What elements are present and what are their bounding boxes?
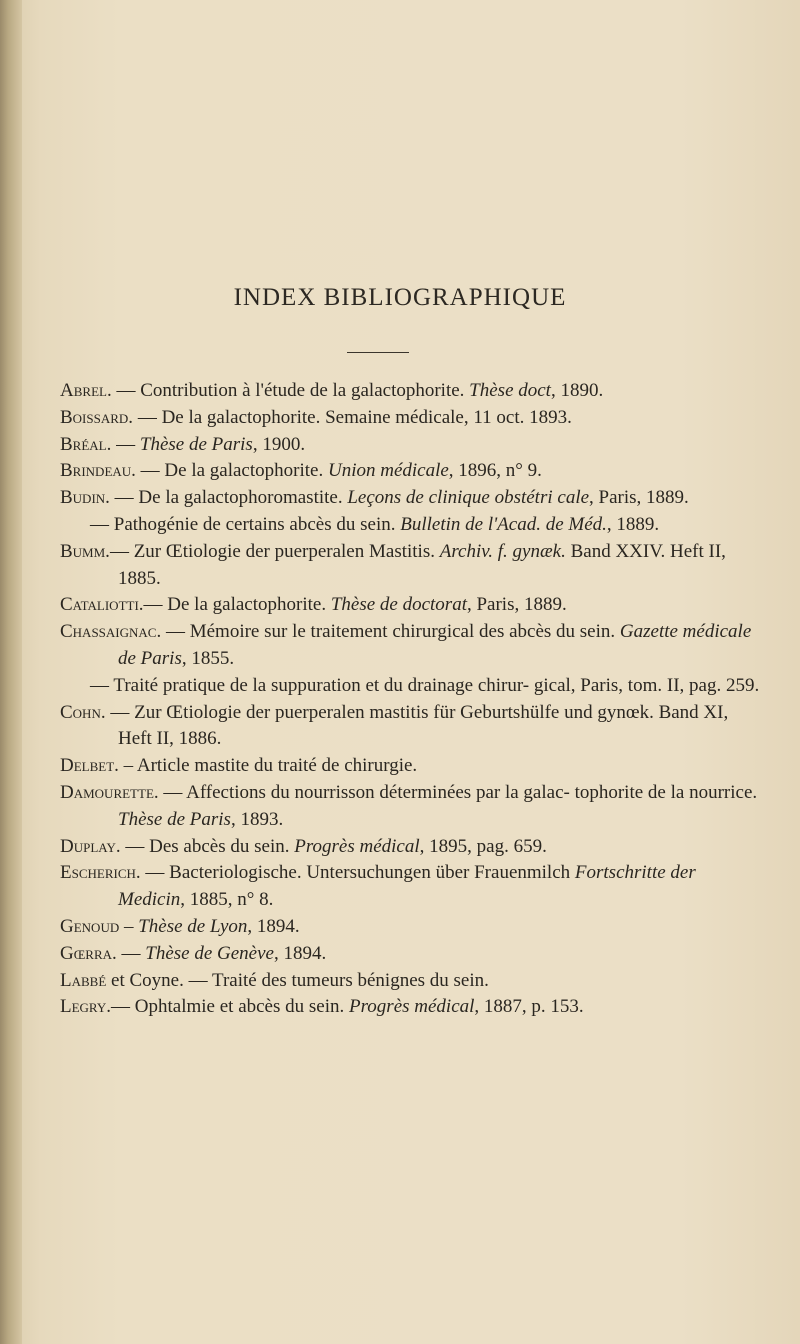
entry-author: Bréal.: [60, 433, 112, 455]
entry-text: — De la galactophorite. Semaine médicale, 11 oct. 1893.: [133, 406, 572, 428]
bibliography-entry: [60, 458, 760, 485]
bibliography-entry: [60, 405, 760, 432]
entry-source: Fortschritte der Medicin: [118, 862, 696, 911]
entry-text: — Traité pratique de la suppuration et du drainage chirur- gical, Paris, tom. II, pag. 259.: [90, 674, 760, 696]
bibliography-entry: [60, 432, 760, 459]
entry-text: —: [111, 433, 140, 455]
entry-rest: , 1890.: [550, 380, 604, 401]
bibliography-entry: [60, 539, 760, 593]
entry-rest: , 1900.: [252, 433, 306, 455]
entry-author: Boissard.: [60, 406, 134, 428]
entry-source: Progrès médical: [294, 835, 420, 857]
entry-author: Brindeau.: [60, 460, 136, 482]
bibliography-entry: [60, 512, 760, 539]
entry-source: Thèse de Paris: [118, 808, 231, 830]
entry-text: — Ophtalmie et abcès du sein.: [111, 996, 349, 1018]
entry-author: Genoud: [60, 915, 120, 937]
entry-rest: Band XXIV. Heft II, 1885.: [118, 540, 726, 589]
entry-rest: , 1894.: [247, 915, 300, 937]
entry-source: Thèse de Paris: [139, 433, 253, 455]
entry-author: Budin.: [60, 487, 110, 509]
entry-text: — Des abcès du sein.: [120, 835, 295, 857]
entry-text: — Bacteriologische. Untersuchungen über Frauenmilch: [140, 862, 575, 884]
bibliography-entry: [60, 834, 760, 861]
entry-text: — Mémoire sur le traitement chirurgical des abcès du sein.: [161, 621, 620, 643]
entry-author: Labbé: [60, 969, 107, 991]
entry-author: Damourette.: [60, 781, 159, 803]
entry-author: Escherich.: [60, 862, 141, 884]
entry-text: — Zur Œtiologie der puerperalen Mastitis.: [109, 540, 440, 562]
entry-text: — De la galactophoromastite.: [109, 487, 348, 509]
bibliography-entry: [60, 780, 760, 834]
entry-source: Archiv. f. gynæk.: [439, 540, 566, 562]
entry-text: — Pathogénie de certains abcès du sein.: [90, 513, 401, 535]
entry-text: et Coyne. — Traité des tumeurs bénignes du sein.: [106, 969, 489, 991]
entry-author: Gœrra.: [60, 942, 117, 964]
bibliography-entry: [60, 994, 760, 1021]
entry-rest: , 1894.: [273, 942, 327, 964]
entry-source: Leçons de clinique obstétri cale: [347, 487, 590, 509]
entry-source: Thèse de Genève: [145, 942, 274, 964]
bibliography-entry: [60, 860, 760, 914]
entry-source: Thèse doct: [469, 380, 551, 401]
entry-rest: , 1887, p. 153.: [474, 996, 584, 1018]
bibliography-entry: [60, 673, 760, 700]
entry-source: Bulletin de l'Acad. de Méd.: [400, 513, 607, 535]
entry-source: Union médicale: [327, 460, 449, 482]
entry-source: Gazette médicale de Paris: [118, 621, 752, 669]
entry-text: — Contribution à l'étude de la galactophorite.: [111, 380, 470, 401]
entry-text: —: [116, 942, 146, 964]
entry-text: –: [119, 915, 139, 937]
entry-author: Bumm.: [60, 540, 110, 562]
entry-rest: , 1896, n° 9.: [448, 460, 542, 482]
entry-source: Thèse de Lyon: [138, 915, 248, 937]
entry-text: — Affections du nourrisson déterminées par la galac- tophorite de la nourrice.: [158, 781, 758, 803]
entry-author: Duplay.: [60, 835, 121, 857]
entry-author: Chassaignac.: [60, 621, 162, 643]
bibliography-entry: [60, 968, 760, 995]
entry-author: Cataliotti.: [60, 594, 144, 616]
title-rule: [347, 352, 409, 353]
entry-text: — De la galactophorite.: [135, 460, 328, 482]
bibliography-entry: [60, 700, 760, 754]
entry-rest: , 1855.: [181, 647, 235, 669]
page-title: INDEX BIBLIOGRAPHIQUE: [233, 284, 567, 311]
entry-rest: , 1893.: [230, 808, 284, 830]
bibliography-entry: [60, 592, 760, 619]
entry-rest: , Paris, 1889.: [466, 594, 567, 616]
entry-text: — Zur Œtiologie der puerperalen mastitis für Geburtshülfe und gynœk. Band XI, Heft II, 1886.: [105, 701, 729, 750]
entry-text: – Article mastite du traité de chirurgie.: [118, 755, 418, 777]
bibliography-entry: [60, 485, 760, 512]
entry-author: Delbet.: [60, 755, 119, 777]
bibliography-entry: [60, 378, 760, 405]
entry-source: Progrès médical: [349, 996, 475, 1018]
entry-rest: , 1895, pag. 659.: [419, 835, 547, 857]
entry-rest: , Paris, 1889.: [589, 487, 689, 509]
entry-author: Abrel.: [60, 380, 112, 401]
entry-author: Cohn.: [60, 701, 106, 723]
bibliography-list: [60, 378, 760, 1021]
entry-source: Thèse de doctorat: [330, 594, 467, 616]
entry-text: — De la galactophorite.: [143, 594, 331, 616]
book-spine-shadow: [0, 0, 22, 1344]
bibliography-entry: [60, 619, 760, 673]
bibliography-entry: [60, 941, 760, 968]
bibliography-entry: [60, 914, 760, 941]
entry-rest: , 1889.: [606, 513, 660, 535]
bibliography-entry: [60, 753, 760, 780]
entry-author: Legry.: [60, 996, 112, 1018]
entry-rest: , 1885, n° 8.: [180, 889, 274, 911]
